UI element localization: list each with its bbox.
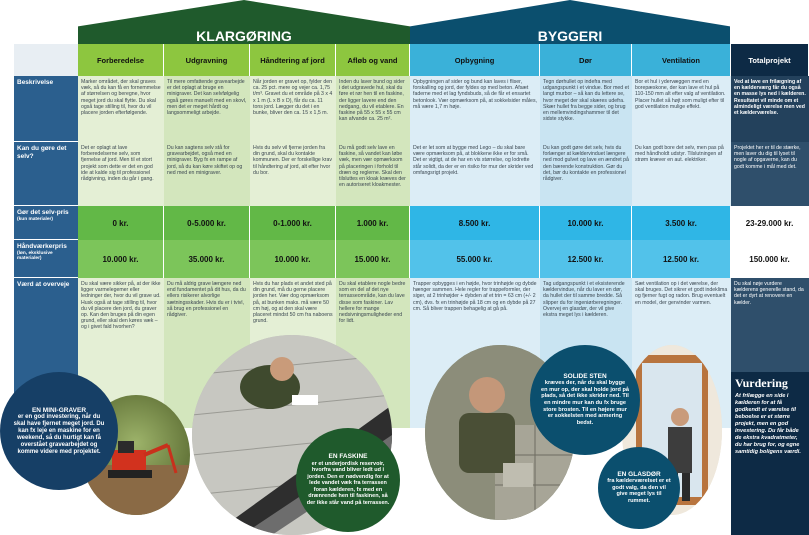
vurdering-title: Vurdering: [735, 376, 788, 390]
cell-selv-opbygning: Det er let som at bygge med Lego – du skal bare være opmærksom på, at blokkene ikke er for små. Det er vigtigt, at de har en vis størrelse, og lodrette står solidt, da der er en risiko for mur der skrider ved omfangsrigt projekt.: [410, 142, 540, 206]
price-selv-jord: 0-1.000 kr.: [250, 206, 336, 240]
price-haandvaerker-afloeb: 15.000 kr.: [336, 240, 410, 278]
cell-beskrivelse-afloeb: Inden du laver bund og sider i det udgravede hul, skal du føre et rør hen til en faskine, der ligger lavere end den nedgang, du vil etablere. En faskine på 55 x 55 x 55 cm kan afvande ca. 25 m².: [336, 76, 410, 142]
minigraver-info-bubble: EN MINI-GRAVER er en god investering, når du skal have fjernet meget jord. Du kan fx leje en maskine for en weekend, så du hurtigt kan få overstået gravearbejdet og komme videre med projektet.: [0, 372, 118, 490]
cell-selv-forberedelse: Det er oplagt at lave forberedelserne selv, som fjernelse af jord. Men til et stort projekt som dette er det en god ide at kalde sig til professionel rådgivning, inden du går i gang.: [78, 142, 164, 206]
price-selv-afloeb: 1.000 kr.: [336, 206, 410, 240]
cell-selv-ventilation: Du kan godt bore det selv, men pas på med håndholdt udstyr. Tilslutningen af strøm kræver en aut. elektriker.: [632, 142, 731, 206]
row-label-selvpris: Gør det selv-pris (kun materialer): [14, 206, 78, 240]
price-haandvaerker-opbygning: 55.000 kr.: [410, 240, 540, 278]
cell-selv-jord: Hvis du selv vil fjerne jorden fra din grund, skal du kontakte kommunen. Der er forskellige krav til håndtering af jord, alt efter hvor du bor.: [250, 142, 336, 206]
cell-selv-udgravning: Du kan sagtens selv stå for gravearbejdet, også med en minigraver. Byg fx en rampe af jord, så du kan køre skiftet op og ned med en minigraver.: [164, 142, 250, 206]
price-haandvaerker-total: 150.000 kr.: [731, 240, 809, 278]
cell-obs-forberedelse: Du skal være sikker på, at der ikke ligger varmelegemer eller ledninger der, hvor du vil grave ud. Husk også at tage stilling til, hvor du vil placere den jord, du graver op. Kan den bruges på din egen grund, eller skal den køres væk – og i givet fald hvorhen?: [78, 278, 164, 428]
column-header-afloeb: Afløb og vand: [336, 44, 410, 76]
cell-obs-ventilation: Sæt ventilation op i det værelse, der skal bruges. Det sikrer et godt indeklima og fjerner fugt og radon. Brug eventuelt en model, der genvinder varmen.: [632, 278, 731, 428]
cell-beskrivelse-ventilation: Bor et hul i ydervæggen med en borepæskone, der kan lave et hul på 110-150 mm alt efter valg af ventilation. Placer hullet så højt som muligt efter til god ventilation mulige effekt.: [632, 76, 731, 142]
price-haandvaerker-jord: 10.000 kr.: [250, 240, 336, 278]
price-haandvaerker-ventilation: 12.500 kr.: [632, 240, 731, 278]
column-header-opbygning: Opbygning: [410, 44, 540, 76]
price-haandvaerker-forberedelse: 10.000 kr.: [78, 240, 164, 278]
row-label-selv: Kan du gøre det selv?: [14, 142, 78, 206]
cell-beskrivelse-jord: Når jorden er gravet op, fylder den ca. 25 pct. mere og vejer ca. 1,75 t/m³. Gravet du et område på 3 x 4 x 1 m (L x B x D), får du ca. 11 tons jord. Lægger du det i en bunke, bliver den ca. 15 x 1,5 m.: [250, 76, 336, 142]
section-title-byggeri: BYGGERI: [537, 28, 603, 44]
price-selv-ventilation: 3.500 kr.: [632, 206, 731, 240]
column-header-jord: Håndtering af jord: [250, 44, 336, 76]
price-haandvaerker-udgravning: 35.000 kr.: [164, 240, 250, 278]
price-selv-opbygning: 8.500 kr.: [410, 206, 540, 240]
price-haandvaerker-doer: 12.500 kr.: [540, 240, 632, 278]
cell-obs-opbygning: Trapper opbygges i en højde, hvor trinhøjde og dybde hænger sammen. Hele regler for trappeformler, der siger, at 2 trinhøjder + dybden af et trin = 63 cm (+/- 2 cm), dvs. fx en trinhøjde på 18 cm og en dybde på 27 cm. Så bliver trappen behagelig at gå på.: [410, 278, 540, 428]
price-selv-udgravning: 0-5.000 kr.: [164, 206, 250, 240]
cell-beskrivelse-udgravning: Til mere omfattende gravearbejde er det oplagt at bruge en minigraver. Det kan selvfølgelig også gøres manuelt med en skovl, men det er meget hårdt og langsommeligt arbejde.: [164, 76, 250, 142]
column-header-doer: Dør: [540, 44, 632, 76]
column-header-udgravning: Udgravning: [164, 44, 250, 76]
price-selv-forberedelse: 0 kr.: [78, 206, 164, 240]
cell-beskrivelse-forberedelse: Marker området, der skal graves væk, så du kan få en fornemmelse af størrelsen og beregne, hvor meget jord du skal flytte. Du skal også tage stilling til, hvor du vil placere jorden efterfølgende.: [78, 76, 164, 142]
price-selv-doer: 10.000 kr.: [540, 206, 632, 240]
cell-beskrivelse-doer: Tegn dørhullet op indefra med udgangspunkt i et vindue. Bor med et langt murbor – så kan du lettere se, hvor meget der skal skæres udefra. Skær hullet fra begge sider, og brug en mellemvindingshammer til det sidste stykke.: [540, 76, 632, 142]
row-label-haandvaerker: Håndværkerpris (løn, eksklusive materialer): [14, 240, 78, 278]
row-label-obs: Værd at overveje: [14, 278, 78, 428]
cell-selv-afloeb: Du må godt selv lave en faskine, så vandet kan løbe væk, men vær opmærksom på placeringen i forhold til dræn og reglerne. Skal den tilsluttes en kloak kræves der en autoriseret kloakmester.: [336, 142, 410, 206]
section-title-klargoering: KLARGØRING: [196, 28, 292, 44]
row-label-beskrivelse: Beskrivelse: [14, 76, 78, 142]
cell-selv-doer: Du kan godt gøre det selv, hvis du forlænger at kældervinduet længere ned mod gulvet og lave en ændret på den bærende konstruktion. Gør du det, bør du kontakte en professionel rådgiver.: [540, 142, 632, 206]
cell-obs-doer: Tag udgangspunkt i et eksisterende kældervindue, når du laver en dør, da hullet der til samme bredde. Så slipper du for ingeniørberegninger. Overvej en glasdør, der vil give ekstra meget lys i kælderen.: [540, 278, 632, 428]
cell-selv-total: Projektet her er til de stærke, men laver du dig til lyset til nogle af opgaverne, kan du godt komme i mål med det.: [731, 142, 809, 206]
column-header-ventilation: Ventilation: [632, 44, 731, 76]
column-header-totalprojekt: Totalprojekt: [731, 44, 809, 76]
column-header-forberedelse: Forberedelse: [78, 44, 164, 76]
cell-obs-jord: Hvis du har plads et andet sted på din grund, må du gerne placere jorden her. Vær dog opmærksom på, at bunken maks. må være 50 cm høj, og at den skal være placeret mindst 50 cm fra naboens grund.: [250, 278, 336, 428]
cell-beskrivelse-total: Ved at lave en frilægning af en kælderværg får du også en masse lys ned i kælderen. Resultatet vil minde om et almindeligt værelse men ved et kælderværelse.: [731, 76, 809, 142]
price-selv-total: 23-29.000 kr.: [731, 206, 809, 240]
cell-obs-afloeb: Du skal etablere nogle bedre som en del af det nye terrasseområde, kan du lave disse som faskiner. Lav hellere for mange nedsivningsmuligheder end for lidt.: [336, 278, 410, 428]
vurdering-box: [731, 372, 809, 535]
cell-obs-total: Du skal nøje vurdere kælderens generelle stand, da det er dyrt at renovere en kælder.: [731, 278, 809, 428]
faskine-info-bubble: EN FASKINE er et underjordisk reservoir, hvorfra vand bliver ledt ud i jorden. Den er nødvendig for at lede vandet væk fra terrassen foran kælderen, fx med en drænrende hen til faskinen, så der ikke står vand på terrassen.: [296, 428, 400, 532]
solide-sten-info-bubble: SOLIDE STEN kræves der, når du skal bygge en mur op, der skal holde jord på plads, så det ikke skrider ned. Til en mindre mur kan du fx bruge store brosten. Til en højere mur er sokkelsten med armering bedst.: [530, 345, 640, 455]
cell-beskrivelse-opbygning: Opbygningen af sider og bund kan laves i fliser, forskalling og jord, der fyldes op med beton. Afsæt faderne med et lag fyndsbuds, så de får et ensartet betonlook. Vær opmærksom på, at sokkelsider måles, må være 1,7 m høje.: [410, 76, 540, 142]
cell-obs-udgravning: Du må aldrig grave længere ned end fundamentet på dit hus, da du ellers risikerer alvorlige sætningsskader. Hvis du er i tvivl, så brug en professionel en rådgiver.: [164, 278, 250, 428]
vurdering-text: At frilægge en side i kælderen for at få godkendt et værelse til beboelse er et større projekt, men en god investering. Du får både de ekstra kvadratmeter, du har brug for, og egne samtidig boligens værdi.: [735, 393, 801, 455]
glasdoer-info-bubble: EN GLASDØR fra kælderværelset er et godt valg, da den vil give meget lys til rummet.: [598, 447, 680, 529]
